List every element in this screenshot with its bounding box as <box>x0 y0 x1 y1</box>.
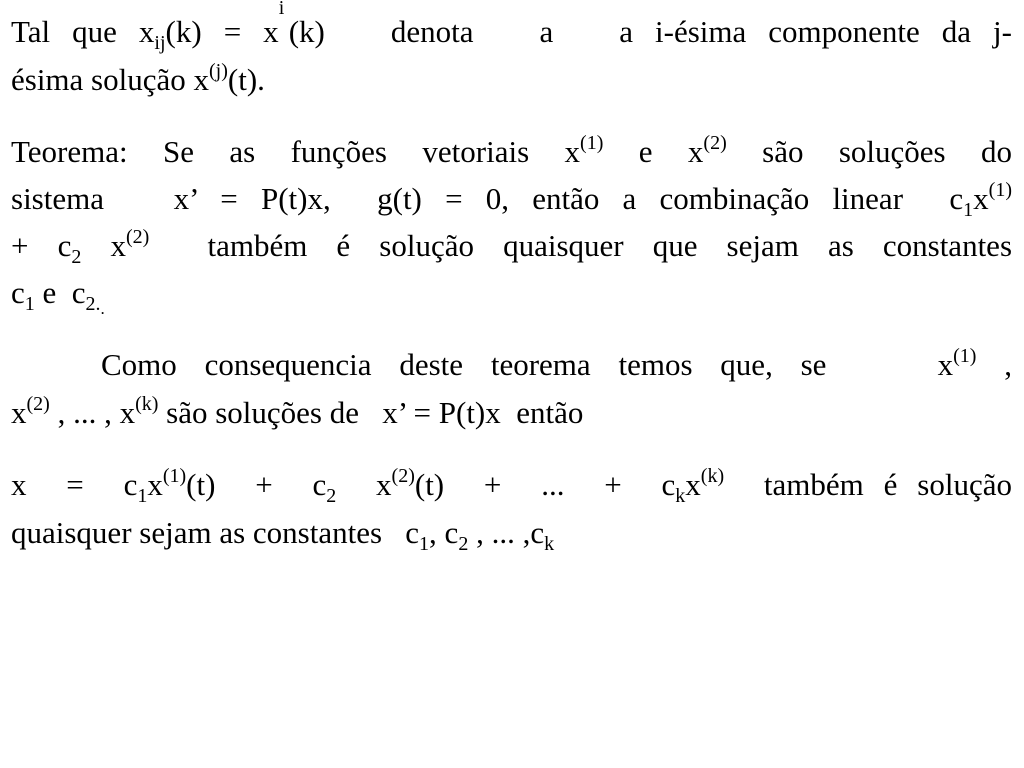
text-run: também é solução <box>724 467 1013 502</box>
text-run: e c <box>34 275 86 310</box>
text-run: (k) = x <box>165 14 279 49</box>
text-run: ésima solução x <box>11 62 210 97</box>
text-run: x <box>11 395 27 430</box>
subscript: 1 <box>963 199 974 221</box>
superscript: (2) <box>703 132 727 154</box>
text-run: também é solução quaisquer que sejam as constantes <box>149 228 1013 263</box>
text-run: x = c <box>11 467 138 502</box>
text-run: Tal que x <box>11 14 155 49</box>
text-run: (t). <box>227 62 265 97</box>
subscript-period: . <box>100 299 105 318</box>
superscript: (k) <box>135 393 159 415</box>
text-run: c <box>11 275 25 310</box>
text-run: são soluções do <box>726 134 1012 169</box>
superscript: (2) <box>125 226 150 248</box>
text-run: Como consequencia deste teorema temos que, se x <box>101 347 954 382</box>
paragraph-4-line-1 <box>11 465 1012 505</box>
text-run: , <box>976 347 1012 382</box>
subscript: 1 <box>419 533 430 555</box>
sub-sup-group: i <box>278 0 285 19</box>
text-run: Teorema: Se as funções vetoriais x <box>11 134 581 169</box>
paragraph-4-line-2 <box>11 513 554 553</box>
subscript: ij <box>154 32 166 54</box>
paragraph-2-line-3 <box>11 226 1012 266</box>
subscript: 1 <box>24 293 35 315</box>
subscript: 2. <box>85 293 101 315</box>
text-run: (t) + c <box>186 467 327 502</box>
subscript: 1 <box>137 485 148 507</box>
paragraph-2-line-1 <box>11 132 1012 172</box>
superscript: (1) <box>988 179 1012 201</box>
paragraph-3-line-1 <box>101 345 1012 385</box>
superscript: (j) <box>209 60 228 82</box>
superscript: (2) <box>26 393 50 415</box>
text-run: , c <box>429 515 459 550</box>
text-run: (k) denota a a i-ésima componente da j- <box>288 14 1012 49</box>
text-run: x <box>147 467 163 502</box>
subscript: k <box>544 533 555 555</box>
paragraph-1-line-2 <box>11 60 265 100</box>
subscript: k <box>675 485 686 507</box>
text-run: x <box>685 467 701 502</box>
superscript: (2) <box>391 465 415 487</box>
text-run: x <box>336 467 392 502</box>
text-run: sistema x’ = P(t)x, g(t) = 0, então a combinação linear c <box>11 181 964 216</box>
text-run: x <box>81 228 126 263</box>
text-run: , ... ,c <box>468 515 545 550</box>
paragraph-1-line-1 <box>11 0 1012 54</box>
paragraph-3-line-2 <box>11 393 583 433</box>
paragraph-2-line-2 <box>11 179 1012 219</box>
text-run: são soluções de x’ = P(t)x então <box>158 395 584 430</box>
subscript: 2 <box>326 485 337 507</box>
superscript: (k) <box>700 465 725 487</box>
subscript: 2 <box>458 533 469 555</box>
text-run: e x <box>603 134 704 169</box>
text-run: (t) + ... + c <box>414 467 676 502</box>
superscript: (1) <box>580 132 604 154</box>
subscript: 2 <box>71 246 82 268</box>
superscript: (1) <box>162 465 187 487</box>
text-run: + c <box>11 228 72 263</box>
paragraph-2-line-4 <box>11 273 105 318</box>
text-run: , ... , x <box>49 395 136 430</box>
superscript: (1) <box>953 345 977 367</box>
text-run: quaisquer sejam as constantes c <box>11 515 420 550</box>
text-run: x <box>973 181 989 216</box>
